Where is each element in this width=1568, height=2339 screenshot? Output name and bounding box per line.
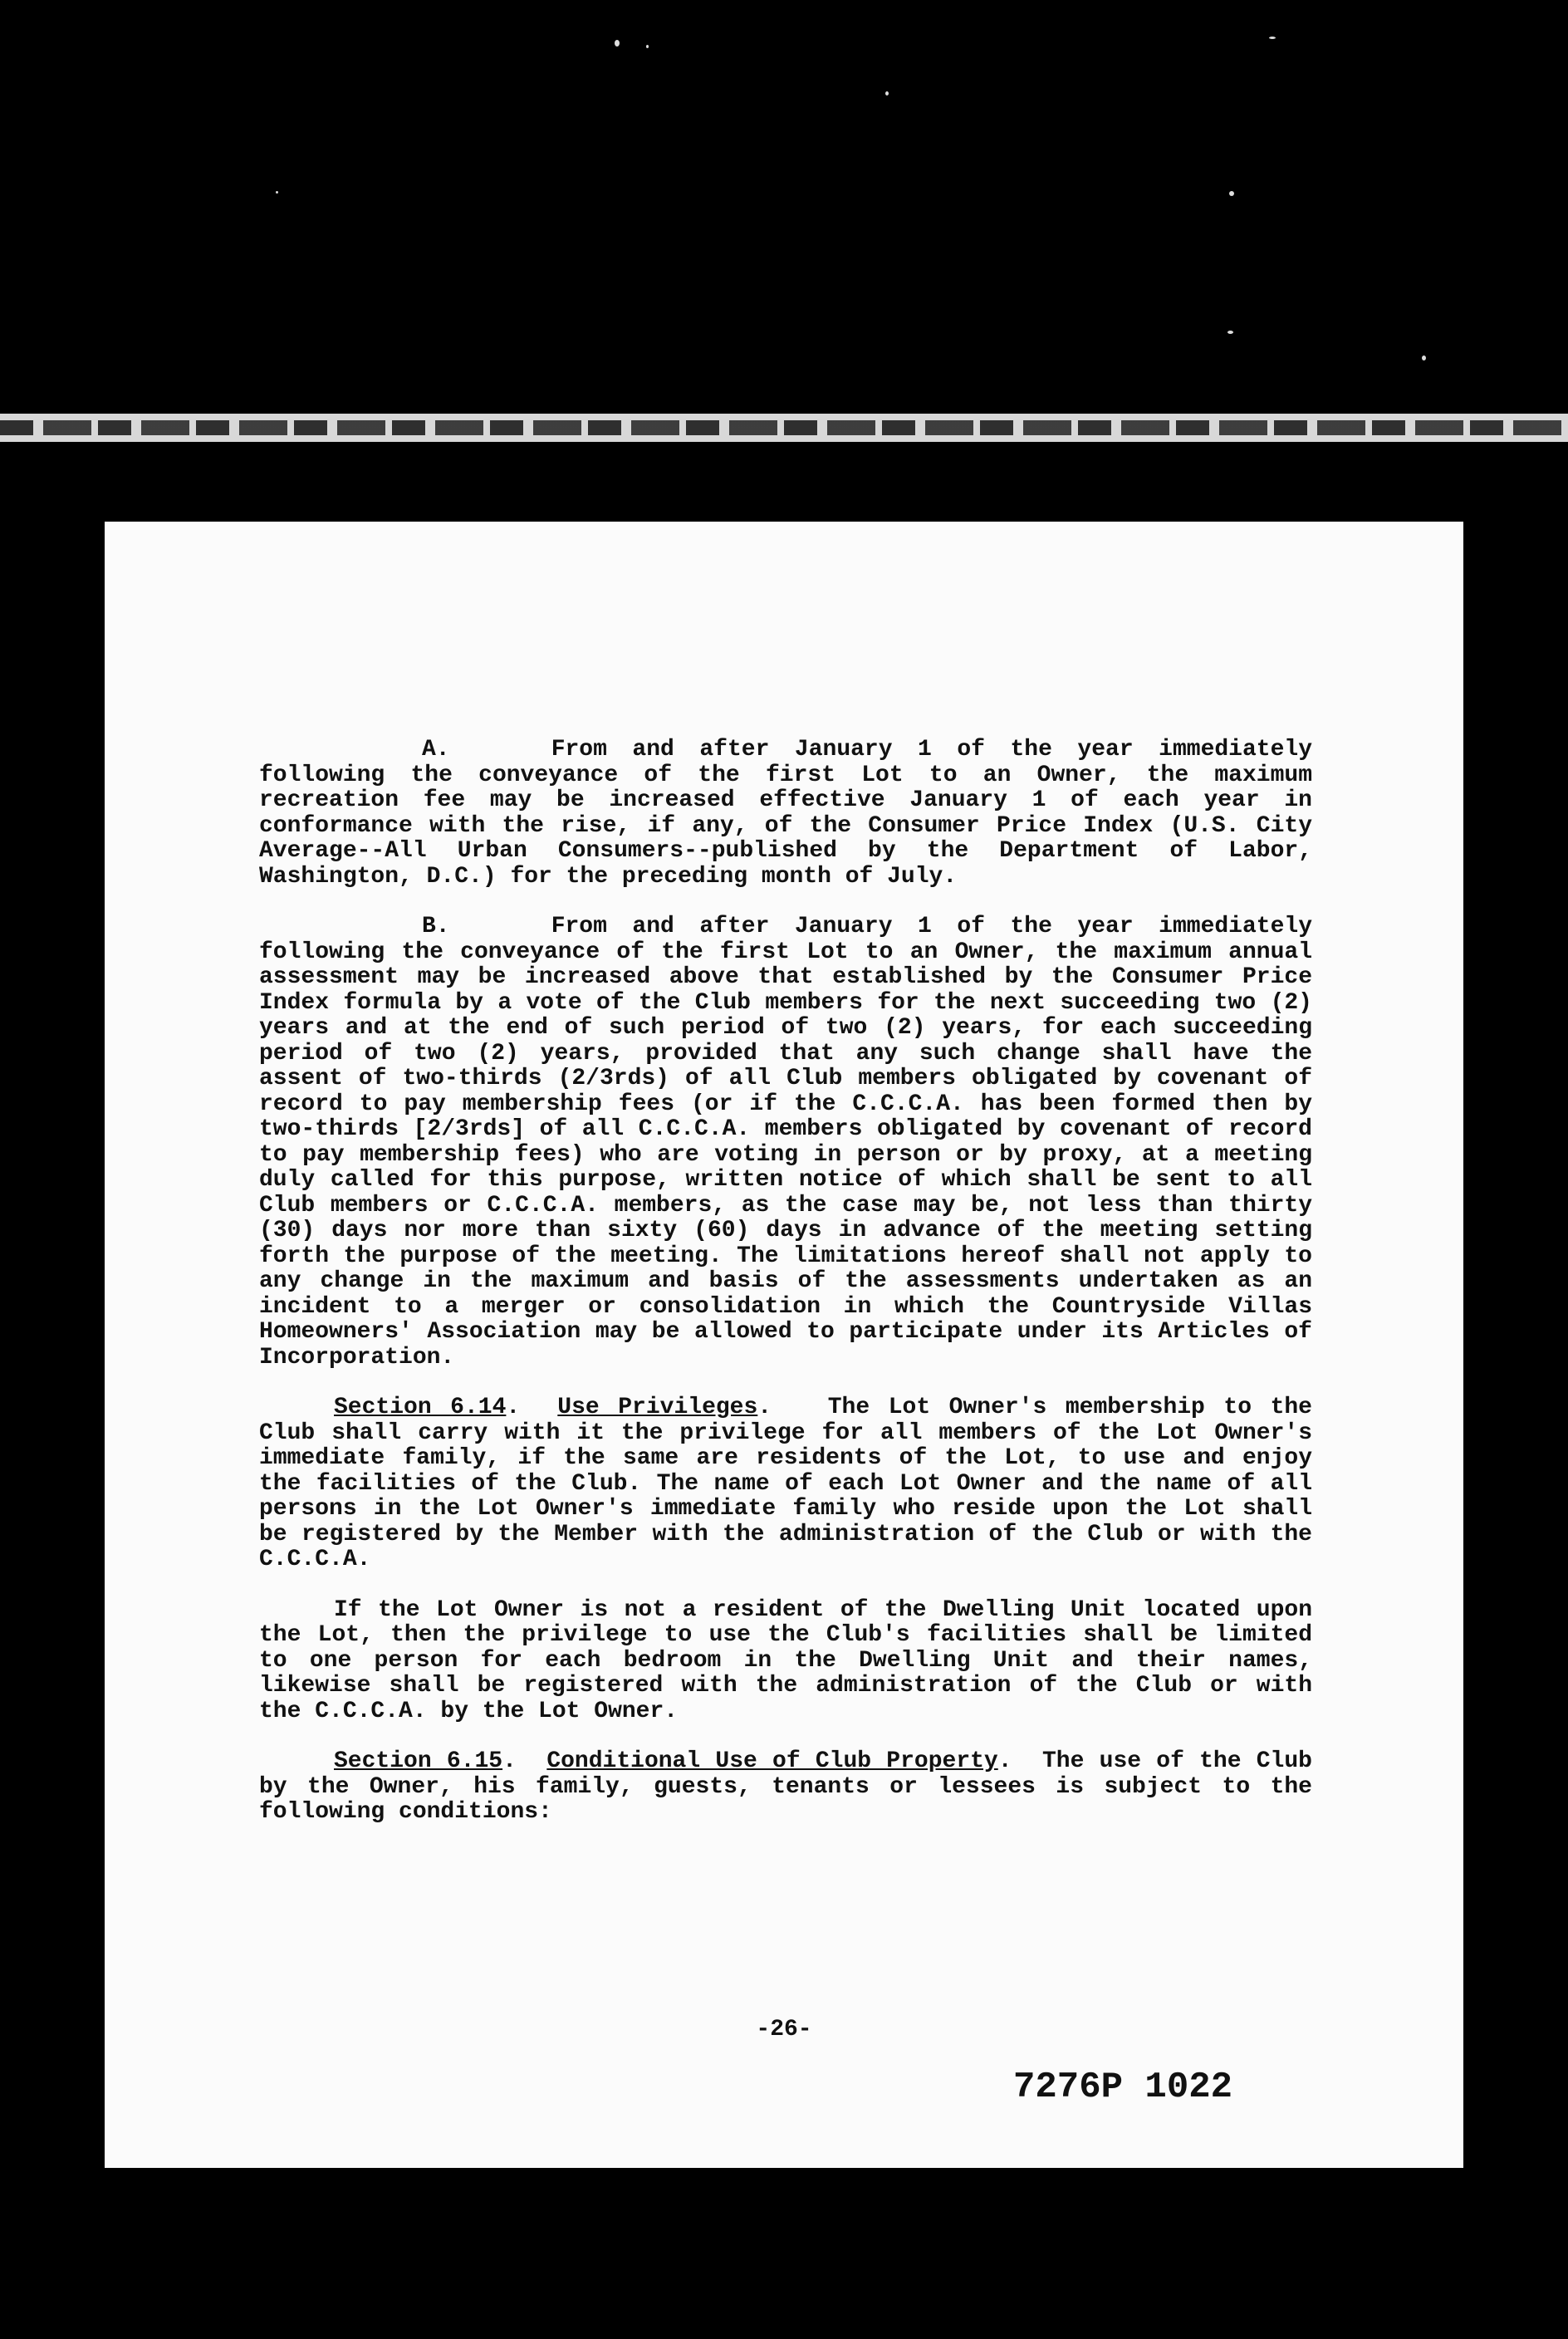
scan-speck	[615, 40, 620, 47]
scan-speck	[1269, 37, 1276, 39]
section-6-14-followup-text: If the Lot Owner is not a resident of the Dwelling Unit located upon the Lot, then the privilege to use the Club's facilities shall be limited to one person for each bedroom in the Dwelling Unit and their names, likewise shall be registered with the administration of the Club or with the C.C.C.A. by the Lot Owner.	[259, 1596, 1312, 1724]
section-6-15-title: Conditional Use of Club Property	[546, 1748, 998, 1774]
paragraph-b	[259, 915, 1312, 1371]
scanner-gap	[0, 442, 1568, 493]
scan-speck	[1229, 191, 1234, 196]
paragraph-b-text: From and after January 1 of the year immediately following the conveyance of the first Lot to an Owner, the maximum annual assessment may be increased above that established by the Consumer Price Index formula by a vote of the Club members for the next succeeding two (2) years and at the end of such period of two (2) years, for each succeeding period of two (2) years, provided that any such change shall have the assent of two-thirds (2/3rds) of all Club members obligated by covenant of record to pay membership fees (or if the C.C.C.A. has been formed then by two-thirds [2/3rds] of all C.C.C.A. members obligated by covenant of record to pay membership fees) who are voting in person or by proxy, at a meeting duly called for this purpose, written notice of which shall be sent to all Club members or C.C.C.A. members, as the case may be, not less than thirty (30) days nor more than sixty (60) days in advance of the meeting setting forth the purpose of the meeting. The limitations hereof shall not apply to any change in the maximum and basis of the assessments undertaken as an incident to a merger or consolidation in which the Countryside Villas Homeowners' Association may be allowed to participate under its Articles of Incorporation.	[259, 914, 1312, 1371]
paragraph-a	[259, 738, 1312, 890]
page-number: -26-	[756, 2017, 812, 2042]
section-6-15-text: The use of the Club by the Owner, his family, guests, tenants or lessees is subject to the following conditions:	[259, 1748, 1312, 1825]
scan-speck	[646, 45, 649, 48]
section-6-15-number: Section 6.15	[334, 1748, 503, 1774]
document-page	[105, 522, 1463, 2168]
paragraph-a-text: From and after January 1 of the year immediately following the conveyance of the first Lot to an Owner, the maximum recreation fee may be increased effective January 1 of each year in conformance with the rise, if any, of the Consumer Price Index (U.S. City Average--All Urban Consumers--published by the Department of Labor, Washington, D.C.) for the preceding month of July.	[259, 737, 1312, 890]
page-body	[259, 738, 1312, 1851]
section-6-14-followup	[259, 1598, 1312, 1725]
section-6-14-title: Use Privileges	[557, 1395, 758, 1420]
section-6-14-number: Section 6.14	[334, 1395, 507, 1420]
scan-speck	[885, 91, 889, 96]
paragraph-a-label: A.	[422, 737, 450, 763]
section-6-15: Section 6.15. Conditional Use of Club Property. The use of the Club by the Owner, his family, guests, tenants or lessees is subject to the following conditions:	[259, 1748, 1312, 1825]
section-6-14: Section 6.14. Use Privileges. The Lot Owner's membership to the Club shall carry with it the privilege for all members of the Lot Owner's immediate family, if the same are residents of the Lot, to use and enjoy the facilities of the Club. The name of each Lot Owner and the name of all persons in the Lot Owner's immediate family who reside upon the Lot shall be registered by the Member with the administration of the Club or with the C.C.C.A.	[259, 1395, 1312, 1572]
scan-speck	[276, 191, 278, 194]
scan-speck	[1422, 356, 1426, 360]
book-page-stamp: 7276P 1022	[1013, 2067, 1233, 2108]
section-6-14-text: The Lot Owner's membership to the Club shall carry with it the privilege for all members of the Lot Owner's immediate family, if the same are residents of the Lot, to use and enjoy the facilities of the Club. The name of each Lot Owner and the name of all persons in the Lot Owner's immediate family who reside upon the Lot shall be registered by the Member with the administration of the Club or with the C.C.C.A.	[259, 1395, 1312, 1572]
paragraph-b-label: B.	[422, 914, 450, 939]
scanner-edge-dashes	[0, 420, 1568, 435]
scan-speck	[1227, 331, 1233, 334]
